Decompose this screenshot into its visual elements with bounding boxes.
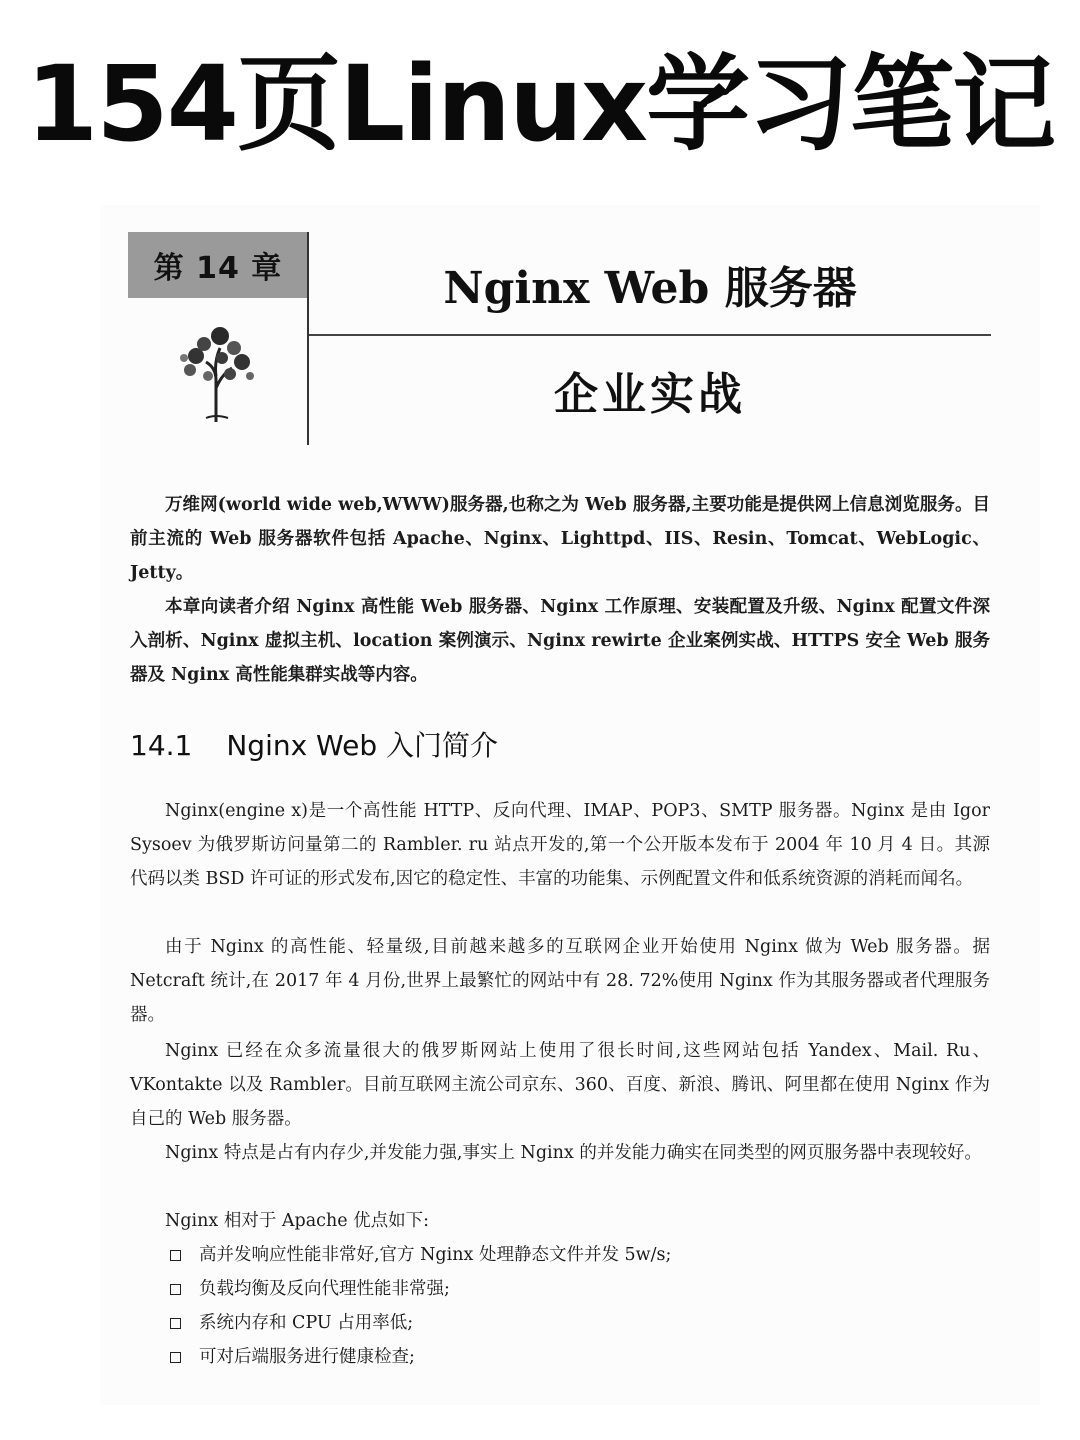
chapter-label: 第 14 章	[153, 251, 283, 286]
checkbox-bullet-icon	[170, 1318, 181, 1329]
body-paragraph-1: Nginx(engine x)是一个高性能 HTTP、反向代理、IMAP、POP3、SMTP 服务器。Nginx 是由 Igor Sysoev 为俄罗斯访问量第二的 Rambler. ru 站点开发的,第一个公开版本发布于 2004 年 10 月 4 日。其源代码以类 BSD 许可证的形式发布,因它的稳定性、丰富的功能集、示例配置文件和低系统资源的消耗而闻名。	[130, 801, 990, 889]
intro-paragraph-2: 本章向读者介绍 Nginx 高性能 Web 服务器、Nginx 工作原理、安装配置及升级、Nginx 配置文件深入剖析、Nginx 虚拟主机、location 案例演示、Nginx rewirte 企业案例实战、HTTPS 安全 Web 服务器及 Nginx 高性能集群实战等内容。	[130, 597, 990, 685]
banner-title: 154页Linux学习笔记	[25, 43, 1055, 165]
list-item: 高并发响应性能非常好,官方 Nginx 处理静态文件并发 5w/s;	[170, 1238, 671, 1272]
checkbox-bullet-icon	[170, 1250, 181, 1261]
chapter-divider-horizontal	[309, 334, 991, 336]
body-paragraph-3: Nginx 已经在众多流量很大的俄罗斯网站上使用了很长时间,这些网站包括 Yandex、Mail. Ru、VKontakte 以及 Rambler。目前互联网主流公司京东、360、百度、新浪、腾讯、阿里都在使用 Nginx 作为自己的 Web 服务器。	[130, 1041, 990, 1129]
chapter-label-box	[128, 232, 308, 298]
section-heading	[130, 724, 498, 764]
intro-paragraph-1: 万维网(world wide web,WWW)服务器,也称之为 Web 服务器,主要功能是提供网上信息浏览服务。目前主流的 Web 服务器软件包括 Apache、Nginx、Lighttpd、IIS、Resin、Tomcat、WebLogic、Jetty。	[130, 495, 990, 583]
list-item: 系统内存和 CPU 占用率低;	[170, 1306, 671, 1340]
body-paragraph-5: Nginx 相对于 Apache 优点如下:	[165, 1211, 430, 1231]
section-number: 14.1	[130, 729, 193, 762]
checkbox-bullet-icon	[170, 1284, 181, 1295]
section-title: Nginx Web 入门简介	[226, 729, 499, 762]
tree-illustration-icon	[176, 318, 260, 422]
chapter-subtitle: 企业实战	[554, 369, 746, 420]
body-paragraph-2: 由于 Nginx 的高性能、轻量级,目前越来越多的互联网企业开始使用 Nginx 做为 Web 服务器。据 Netcraft 统计,在 2017 年 4 月份,世界上最繁忙的网站中有 28. 72%使用 Nginx 作为其服务器或者代理服务器。	[130, 937, 990, 1025]
body-paragraph-4: Nginx 特点是占有内存少,并发能力强,事实上 Nginx 的并发能力确实在同类型的网页服务器中表现较好。	[165, 1143, 982, 1163]
chapter-title: Nginx Web 服务器	[443, 263, 857, 314]
list-item: 可对后端服务进行健康检查;	[170, 1340, 671, 1374]
checkbox-bullet-icon	[170, 1352, 181, 1363]
banner	[0, 0, 1080, 190]
advantages-list	[170, 1238, 671, 1374]
list-item: 负载均衡及反向代理性能非常强;	[170, 1272, 671, 1306]
